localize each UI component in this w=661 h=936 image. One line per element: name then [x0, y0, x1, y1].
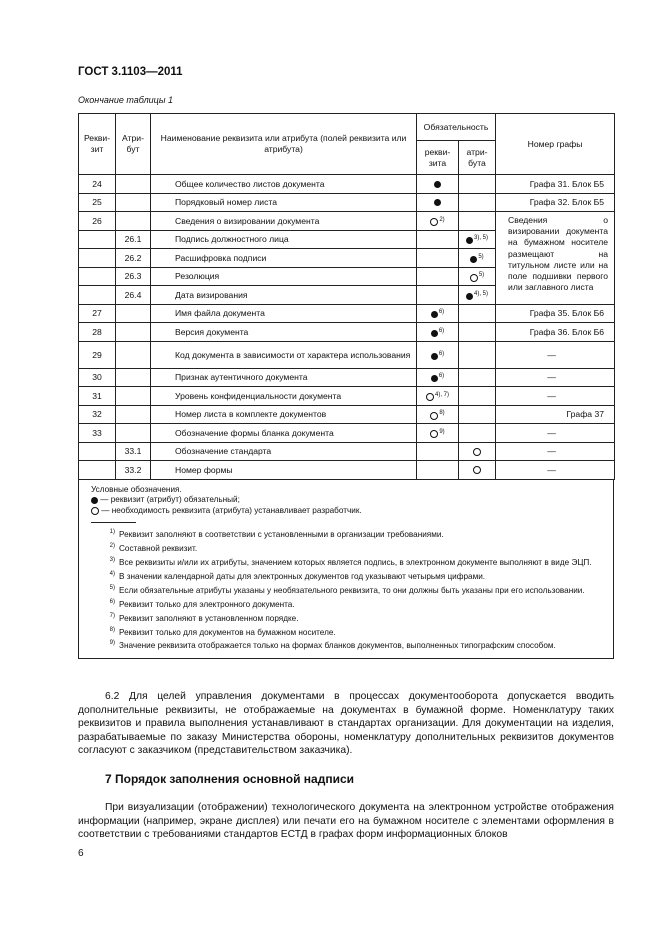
footnote-ref: 3), 5)	[474, 235, 489, 242]
footnote-ref: 9)	[439, 428, 445, 435]
legend-filled	[91, 495, 601, 506]
cell-rekvizit	[79, 267, 116, 286]
document-header: ГОСТ 3.1103—2011	[78, 66, 183, 78]
cell-obyaz-rekvizita	[417, 230, 459, 249]
legend-filled-text: — реквизит (атрибут) обязательный;	[100, 495, 240, 505]
cell-name: Общее количество листов документа	[151, 175, 417, 194]
cell-obyaz-atributa	[459, 323, 496, 342]
cell-grafa-vis-note: Сведения о визировании документа на бумажном носителе размещают на титульном листе или на поле подшивки первого или заглавного листа	[496, 212, 615, 305]
cell-obyaz-atributa	[459, 249, 496, 268]
footnote-text: Составной реквизит.	[119, 544, 198, 554]
cell-obyaz-rekvizita	[417, 461, 459, 480]
cell-atribut	[116, 193, 151, 212]
footnote-text: Все реквизиты и/или их атрибуты, значением которых является подпись, в электронном документе выполняют в виде ЭЦП.	[119, 558, 592, 568]
cell-rekvizit: 27	[79, 304, 116, 323]
cell-rekvizit	[79, 230, 116, 249]
footnote-item	[91, 541, 601, 555]
footnote-number: 5)	[109, 584, 115, 591]
cell-atribut	[116, 387, 151, 406]
cell-obyaz-rekvizita	[417, 387, 459, 406]
footnote-ref: 6)	[438, 309, 445, 316]
cell-obyaz-atributa	[459, 286, 496, 305]
footnote-text: Значение реквизита отображается только на формах бланков документов, выполненных типографским способом.	[119, 641, 556, 651]
cell-name: Номер листа в комплекте документов	[151, 405, 417, 424]
footnote-ref: 6)	[438, 373, 445, 380]
footnote-item	[91, 569, 601, 583]
cell-name: Код документа в зависимости от характера использования	[151, 341, 417, 368]
paragraph-6-2-text: 6.2 Для целей управления документами в процессах документооборота допускается вводить дополнительные реквизиты, не отображаемые на документах в бумажной форме. Номенклатуру таких реквизитов и правила выполнения устанавливают в стандартах организации. Для документации на изделия, разрабатываемые по заказу Министерства обороны, номенклатуру дополнительных реквизитов документов согласуют с заказчиком (представительством заказчика).	[78, 691, 614, 756]
footnote-number: 9)	[109, 640, 115, 647]
empty-circle-icon	[430, 430, 438, 438]
footnote-item	[91, 597, 601, 611]
header-obyaz-rekvizita: рекви-зита	[417, 141, 459, 175]
cell-obyaz-atributa	[459, 230, 496, 249]
footnote-ref: 6)	[438, 327, 445, 334]
cell-atribut	[116, 368, 151, 387]
cell-atribut: 26.2	[116, 249, 151, 268]
header-grafa: Номер графы	[496, 114, 615, 175]
filled-circle-icon	[434, 181, 441, 188]
cell-obyaz-atributa	[459, 461, 496, 480]
table-caption: Окончание таблицы 1	[78, 95, 173, 105]
footnote-number: 2)	[109, 543, 115, 550]
footnote-ref: 5)	[478, 253, 484, 260]
paragraph-7	[78, 801, 614, 842]
legend-empty	[91, 506, 601, 517]
empty-circle-icon	[473, 448, 481, 456]
cell-grafa: Графа 31. Блок Б5	[496, 175, 615, 194]
footnote-ref: 5)	[478, 272, 485, 279]
table-row	[79, 442, 615, 461]
cell-name: Порядковый номер листа	[151, 193, 417, 212]
filled-circle-icon	[434, 199, 441, 206]
footnote-ref: 4), 5)	[474, 290, 489, 297]
table-row	[79, 424, 615, 443]
table-row	[79, 323, 615, 342]
cell-grafa: Графа 32. Блок Б5	[496, 193, 615, 212]
footnote-number: 7)	[109, 612, 115, 619]
cell-name: Подпись должностного лица	[151, 230, 417, 249]
cell-obyaz-atributa	[459, 424, 496, 443]
footnote-text: Реквизит заполняют в установленном порядке.	[119, 613, 299, 623]
table-row	[79, 405, 615, 424]
cell-atribut	[116, 405, 151, 424]
cell-obyaz-rekvizita	[417, 341, 459, 368]
empty-circle-icon	[430, 412, 438, 420]
cell-atribut: 26.1	[116, 230, 151, 249]
filled-circle-icon	[470, 256, 477, 263]
cell-obyaz-atributa	[459, 368, 496, 387]
empty-circle-icon	[426, 393, 434, 401]
cell-grafa: —	[496, 341, 615, 368]
section-7-title: 7 Порядок заполнения основной надписи	[105, 772, 354, 786]
paragraph-7-text: При визуализации (отображении) технологического документа на электронном устройстве отображения информации (например, экране дисплея) или печати его на бумажном носителе с элементами оформления в соответствии с требованиями стандартов ЕСТД в графах форм информационных блоков	[78, 802, 614, 840]
page-number: 6	[78, 848, 84, 859]
cell-grafa: —	[496, 461, 615, 480]
footnote-text: Реквизит только для документов на бумажном носителе.	[119, 627, 336, 637]
cell-obyaz-rekvizita	[417, 405, 459, 424]
cell-name: Расшифровка подписи	[151, 249, 417, 268]
cell-name: Дата визирования	[151, 286, 417, 305]
header-atribut: Атри-бут	[116, 114, 151, 175]
cell-obyaz-rekvizita	[417, 304, 459, 323]
cell-obyaz-atributa	[459, 405, 496, 424]
cell-name: Резолюция	[151, 267, 417, 286]
empty-circle-icon	[91, 507, 99, 515]
footnote-number: 8)	[109, 626, 115, 633]
header-name: Наименование реквизита или атрибута (полей реквизита или атрибута)	[151, 114, 417, 175]
cell-grafa: —	[496, 368, 615, 387]
footnote-number: 3)	[109, 557, 115, 564]
filled-circle-icon	[431, 353, 438, 360]
cell-name: Имя файла документа	[151, 304, 417, 323]
table-notes	[78, 480, 614, 660]
cell-rekvizit: 31	[79, 387, 116, 406]
cell-name: Версия документа	[151, 323, 417, 342]
cell-rekvizit	[79, 286, 116, 305]
cell-obyaz-rekvizita	[417, 212, 459, 231]
table-body	[79, 175, 615, 480]
footnote-item	[91, 611, 601, 625]
table-row	[79, 368, 615, 387]
cell-grafa: —	[496, 442, 615, 461]
cell-atribut	[116, 304, 151, 323]
cell-grafa: —	[496, 387, 615, 406]
cell-name: Уровень конфиденциальности документа	[151, 387, 417, 406]
cell-atribut	[116, 341, 151, 368]
footnote-text: В значении календарной даты для электронных документов год указывают четырьмя цифрами.	[119, 571, 486, 581]
cell-obyaz-atributa	[459, 212, 496, 231]
cell-name: Сведения о визировании документа	[151, 212, 417, 231]
footnote-item	[91, 625, 601, 639]
cell-atribut: 33.1	[116, 442, 151, 461]
cell-obyaz-atributa	[459, 341, 496, 368]
footnote-item	[91, 638, 601, 652]
cell-rekvizit: 32	[79, 405, 116, 424]
table-row	[79, 387, 615, 406]
footnote-number: 1)	[109, 529, 115, 536]
cell-name: Обозначение формы бланка документа	[151, 424, 417, 443]
empty-circle-icon	[473, 466, 481, 474]
cell-atribut	[116, 424, 151, 443]
filled-circle-icon	[431, 311, 438, 318]
cell-rekvizit: 33	[79, 424, 116, 443]
cell-atribut: 26.4	[116, 286, 151, 305]
cell-obyaz-rekvizita	[417, 286, 459, 305]
table-row	[79, 193, 615, 212]
cell-name: Номер формы	[151, 461, 417, 480]
footnote-separator	[91, 522, 136, 523]
cell-rekvizit: 26	[79, 212, 116, 231]
filled-circle-icon	[466, 293, 473, 300]
cell-obyaz-rekvizita	[417, 424, 459, 443]
legend-title: Условные обозначения.	[91, 484, 182, 494]
requisites-table-block	[78, 113, 614, 659]
footnote-item	[91, 527, 601, 541]
cell-obyaz-atributa	[459, 304, 496, 323]
filled-circle-icon	[91, 497, 98, 504]
footnote-text: Если обязательные атрибуты указаны у необязательного реквизита, то они должны быть указаны при его использовании.	[119, 585, 585, 595]
header-rekvizit: Рекви-зит	[79, 114, 116, 175]
footnote-item	[91, 583, 601, 597]
table-row	[79, 461, 615, 480]
footnote-ref: 4), 7)	[434, 391, 449, 398]
cell-rekvizit: 30	[79, 368, 116, 387]
filled-circle-icon	[431, 375, 438, 382]
cell-obyaz-atributa	[459, 193, 496, 212]
footnote-item	[91, 555, 601, 569]
footnote-text: Реквизит заполняют в соответствии с установленными в организации требованиями.	[119, 530, 444, 540]
cell-rekvizit: 24	[79, 175, 116, 194]
cell-obyaz-rekvizita	[417, 175, 459, 194]
cell-obyaz-rekvizita	[417, 368, 459, 387]
cell-grafa: Графа 37	[496, 405, 615, 424]
footnote-ref: 6)	[438, 350, 445, 357]
header-obyazatelnost: Обязательность	[417, 114, 496, 141]
cell-rekvizit: 29	[79, 341, 116, 368]
cell-atribut	[116, 212, 151, 231]
table-row	[79, 341, 615, 368]
empty-circle-icon	[430, 218, 438, 226]
cell-rekvizit: 28	[79, 323, 116, 342]
empty-circle-icon	[470, 274, 478, 282]
header-obyaz-atributa: атри-бута	[459, 141, 496, 175]
cell-rekvizit	[79, 461, 116, 480]
cell-grafa: Графа 35. Блок Б6	[496, 304, 615, 323]
cell-obyaz-atributa	[459, 175, 496, 194]
table-row	[79, 304, 615, 323]
cell-obyaz-atributa	[459, 387, 496, 406]
cell-obyaz-rekvizita	[417, 193, 459, 212]
legend-empty-text: — необходимость реквизита (атрибута) устанавливает разработчик.	[101, 506, 362, 516]
footnote-ref: 2)	[439, 216, 445, 223]
cell-rekvizit	[79, 249, 116, 268]
cell-name: Обозначение стандарта	[151, 442, 417, 461]
cell-atribut	[116, 175, 151, 194]
footnote-ref: 8)	[439, 410, 445, 417]
cell-rekvizit	[79, 442, 116, 461]
cell-atribut: 33.2	[116, 461, 151, 480]
cell-obyaz-atributa	[459, 442, 496, 461]
requisites-table	[78, 113, 615, 480]
table-row	[79, 175, 615, 194]
cell-obyaz-rekvizita	[417, 249, 459, 268]
footnote-text: Реквизит только для электронного документа.	[119, 599, 295, 609]
cell-obyaz-atributa	[459, 267, 496, 286]
cell-atribut: 26.3	[116, 267, 151, 286]
table-row	[79, 212, 615, 231]
cell-obyaz-rekvizita	[417, 442, 459, 461]
footnote-number: 4)	[109, 570, 115, 577]
cell-name: Признак аутентичного документа	[151, 368, 417, 387]
cell-rekvizit: 25	[79, 193, 116, 212]
footnotes-list	[91, 527, 601, 652]
filled-circle-icon	[431, 330, 438, 337]
cell-atribut	[116, 323, 151, 342]
cell-obyaz-rekvizita	[417, 323, 459, 342]
filled-circle-icon	[466, 237, 473, 244]
cell-grafa: Графа 36. Блок Б6	[496, 323, 615, 342]
cell-obyaz-rekvizita	[417, 267, 459, 286]
cell-grafa: —	[496, 424, 615, 443]
paragraph-6-2	[78, 690, 614, 758]
footnote-number: 6)	[109, 598, 115, 605]
